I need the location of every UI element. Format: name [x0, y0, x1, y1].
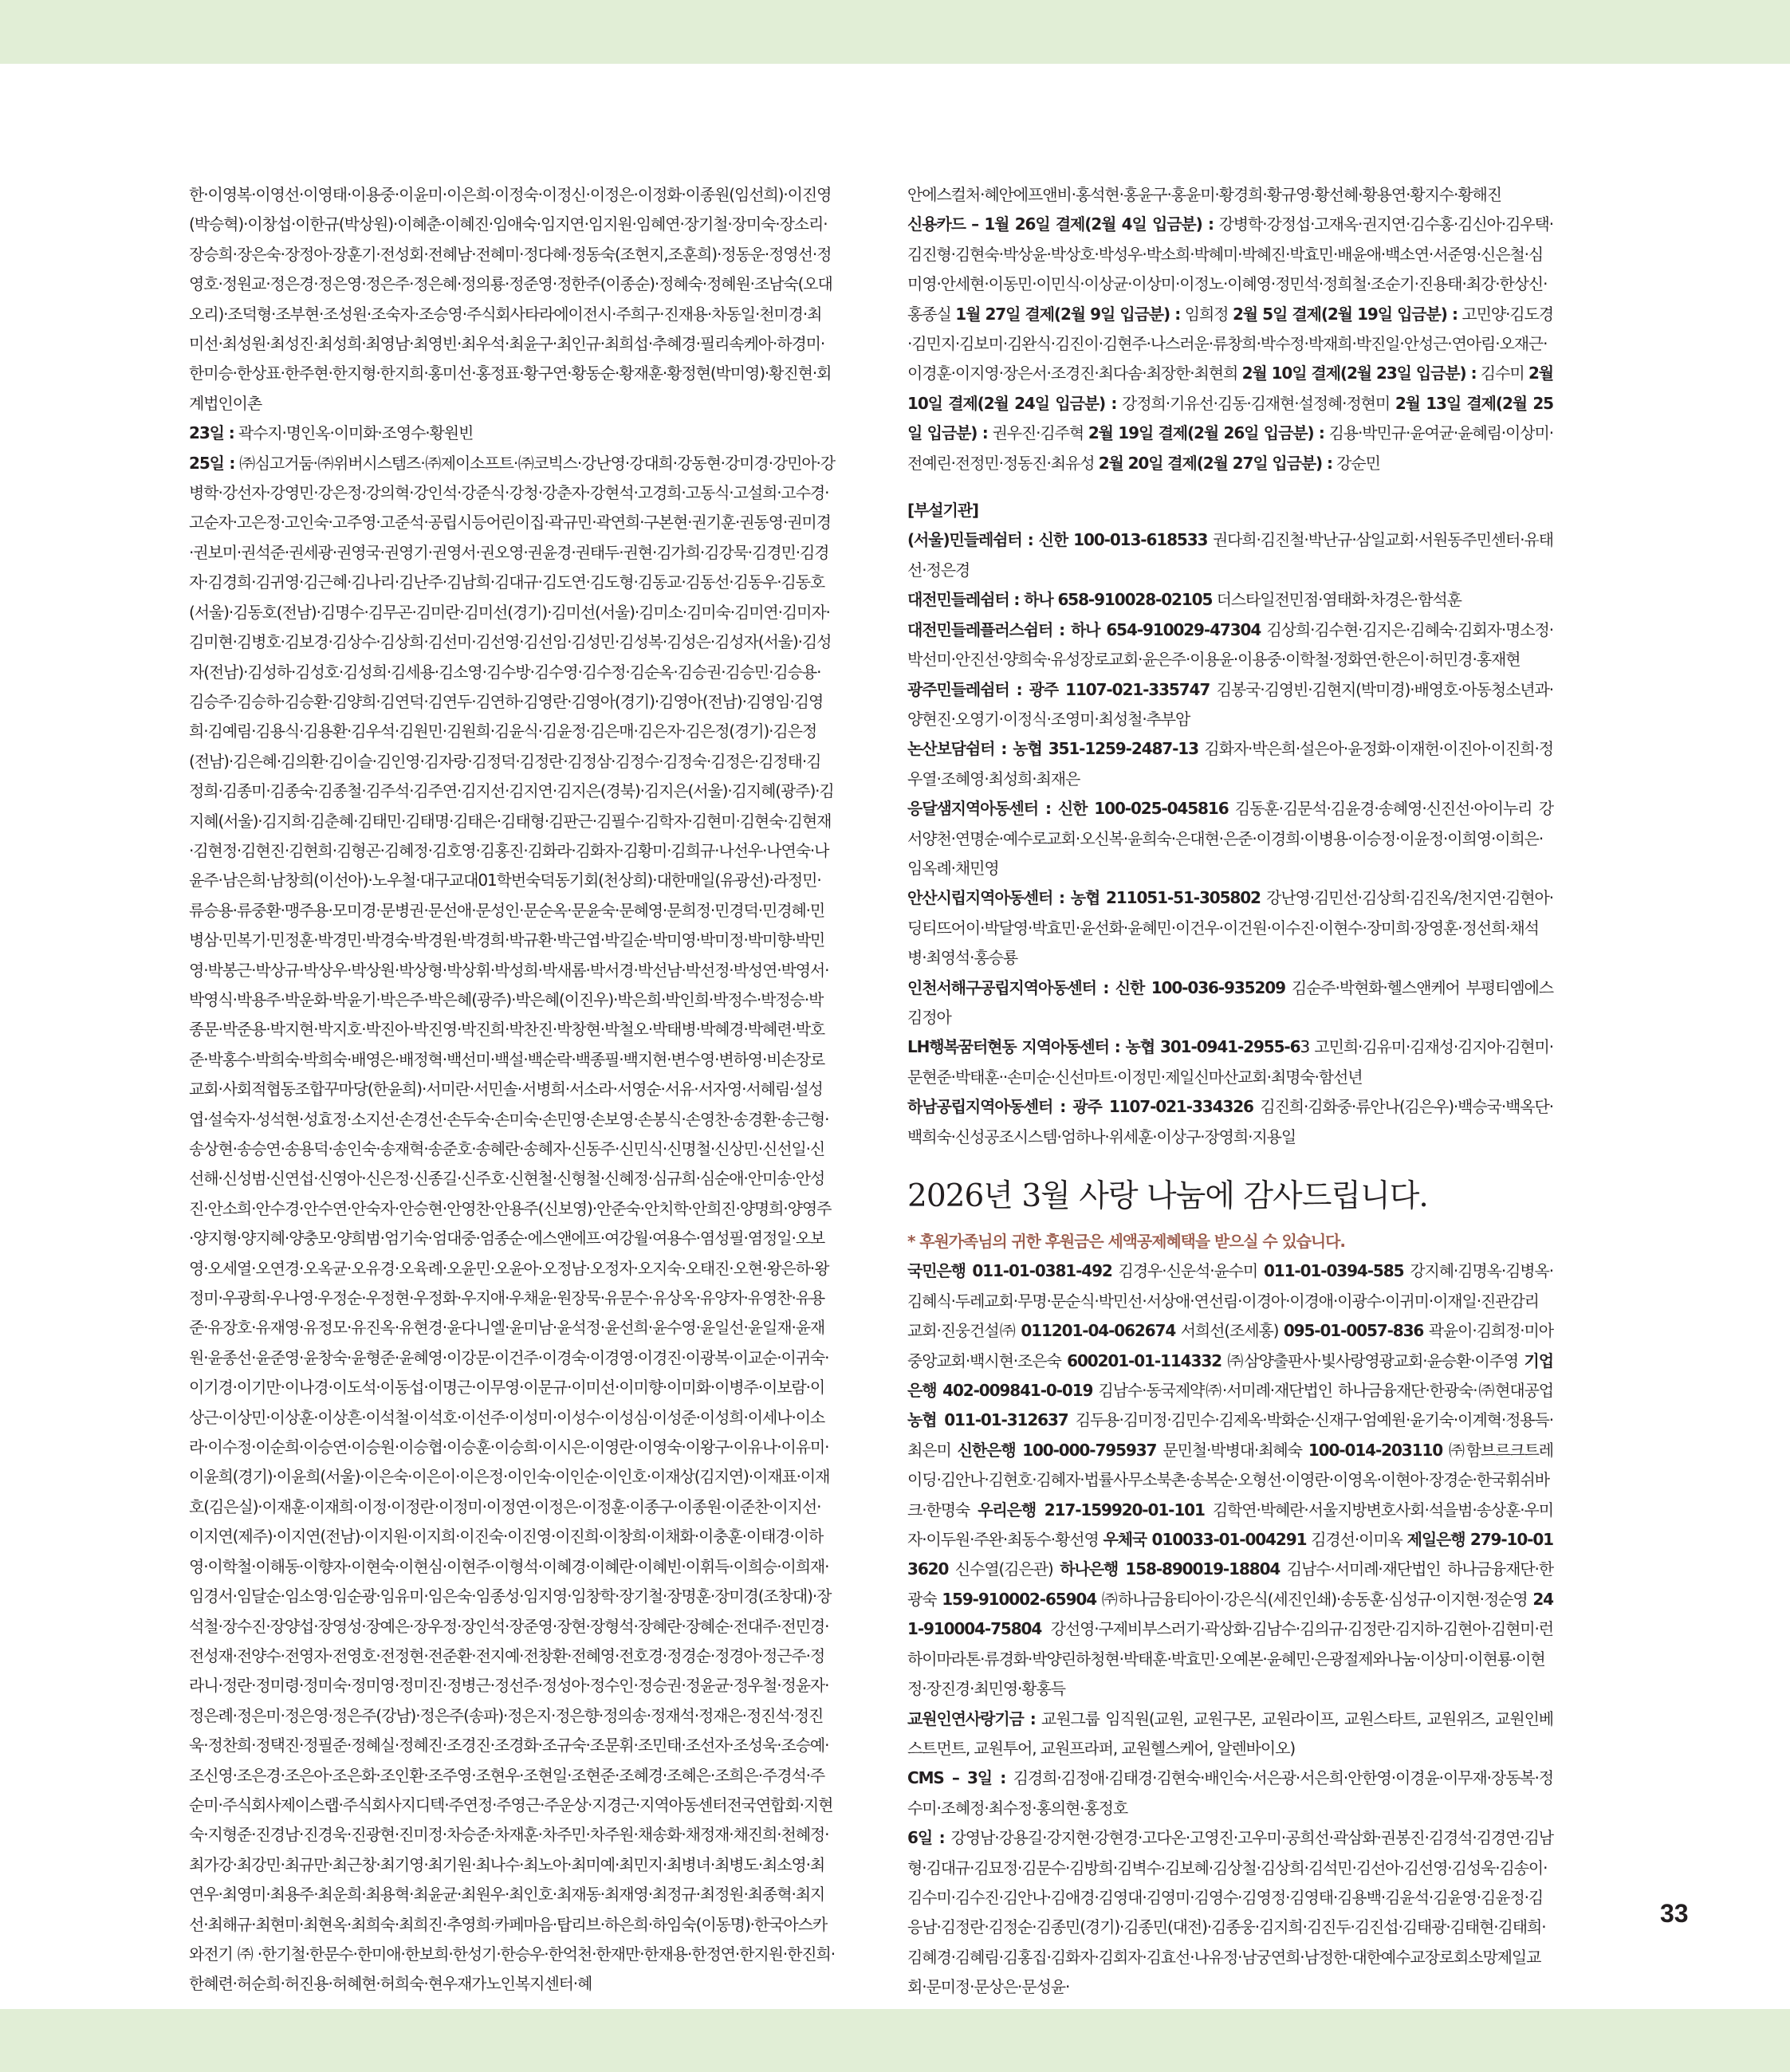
donor-names: 김학연·박혜란·서울지방변호사회·석을범·송상훈·우미자·이두원·주완·최동수·황선영: [907, 1500, 1553, 1550]
bank-account: 241-910004-75804: [907, 1589, 1553, 1639]
bank-account: 기업은행 402-009841-0-019: [907, 1351, 1553, 1401]
donor-names: 곽윤이·김희정·미아중앙교회·백시현·조은숙: [907, 1321, 1553, 1370]
institution-account: 광주민들레쉼터 : 광주 1107-021-335747: [907, 679, 1210, 699]
bank-account: 농협 011-01-312637: [907, 1410, 1068, 1430]
donor-names: 고민양·김도경·김민지·김보미·김완식·김진이·김현주·나스러운·류창희·박수정·박재희·박진일·안성근·연아림·오재근·이경훈·이지영·장은서·조경진·최다솜·최장한·최현희: [907, 304, 1554, 383]
right-column: [907, 180, 1554, 1997]
donor-names: 문민철·박병대·최혜숙: [1156, 1440, 1308, 1460]
donor-names: 김경희·김정애·김태경·김현숙·배인숙·서은광·서은희·안한영·이경윤·이무재·장동복·정수미·조혜정·최수정·홍의현·홍정호: [907, 1768, 1553, 1818]
donor-names: 강순민: [1336, 453, 1380, 473]
donor-names: 곽수지·명인옥·이미화·조영수·황원빈: [238, 423, 474, 443]
institution-account: 응달샘지역아동센터 : 신한 100-025-045816: [907, 799, 1229, 819]
donor-names: 강정희·기유선·김동·김재현·설정혜·정현미: [1122, 393, 1391, 413]
institution-account: 논산보담쉼터 : 농협 351-1259-2487-13: [907, 739, 1198, 759]
date-label: 25일 :: [189, 453, 235, 473]
donor-names: 강병학·강정섭·고재옥·권지연·김수홍·김신아·김우택·김진형·김현숙·박상윤·박상호·박성우·박소희·박혜미·박혜진·박효민·배윤애·백소연·서준영·신은철·심미영·안세현·이동민·이민식·이상균·이상미·이정노·이혜영·정민석·정희철·조순기·진용태·최강·한상신·홍종실: [907, 214, 1553, 324]
card-label: 2월 5일 결제(2월 19일 입금분) :: [1232, 304, 1458, 324]
cms-label: CMS – 3일 :: [907, 1768, 1006, 1788]
card-label: 2월 19일 결제(2월 26일 입금분) :: [1088, 423, 1324, 443]
bank-account: 159-910002-65904: [942, 1589, 1097, 1609]
card-label: 2월 10일 결제(2월 24일 입금분) :: [907, 364, 1553, 413]
donor-names: 강난영·김민선·김상희·김진옥/천지연·김현아·딩티뜨어이·박달영·박효민·윤선화·윤혜민·이건우·이건원·이수진·이현수·장미희·장영훈·정선희·채석병·최영석·홍승룡: [907, 888, 1553, 968]
donor-names: 권우진·김주혁: [992, 423, 1084, 443]
donor-names: 김남수·동국제약㈜·서미례·재단법인 하나금융재단·한광숙·㈜현대공업: [1092, 1381, 1554, 1401]
donor-names: 강영남·강용길·강지현·강현경·고다온·고영진·고우미·공희선·곽삼화·권봉진·김경석·김경연·김남형·김대규·김묘정·김문수·김방희·김벽수·김보혜·김상철·김상희·김석민·김선아·김선영·김성욱·김송이·김수미·김수진·김안나·김애경·김영대·김영미·김영수·김영정·김영태·김용백·김윤석·김윤영·김윤정·김응남·김정란·김정순·김종민(경기)·김종민(대전)·김종웅·김지희·김진두·김진섭·김태광·김태현·김태희·김혜경·김혜림·김홍집·김화자·김회자·김효선·나유정·남궁연희·남정한·대한예수교장로회소망제일교회·문미정·문상은·문성윤·: [907, 1828, 1553, 1997]
bank-account: 신한은행 100-000-795937: [957, 1440, 1157, 1460]
donor-names: 3 고민희·김유미·김재성·김지아·김현미·문현준·박태훈··손미순·신선마트·이정민·제일신마산교회·최명숙·함선년: [907, 1037, 1553, 1087]
date-label: 6일 :: [907, 1828, 945, 1848]
bank-account: 우리은행 217-159920-01-101: [978, 1500, 1205, 1520]
donor-names: 강선영·구제비부스러기·곽상화·김남수·김의규·김정란·김지하·김현아·김현미·런하이마라톤·류경화·박양린하청현·박태훈·박효민·오예본·윤혜민·은광절제와나눔·이상미·이현룡·이현정·장진경·최민영·황홍득: [907, 1619, 1553, 1699]
card-label: 2월 10일 결제(2월 23일 입금분) :: [1241, 364, 1477, 383]
bank-account: 095-01-0057-836: [1283, 1321, 1424, 1341]
donor-names: 김용·박민규·윤여균·윤혜림·이상미·전예린·전정민·정동진·최유성: [907, 423, 1553, 473]
date-label: 23일 :: [189, 423, 234, 443]
tax-deduction-note: * 후원가족님의 귀한 후원금은 세액공제혜택을 받으실 수 있습니다.: [907, 1232, 1345, 1251]
donor-names: 김상희·김수현·김지은·김혜숙·김회자·명소정·박선미·안진선·양희숙·유성장로교회·윤은주·이용윤·이용중·이학철·정화연·한은이·허민경·홍재현: [907, 619, 1553, 670]
donor-names: ㈜하나금융티아이·강은식(세진인쇄)·송동훈·심성규·이지현·정순영: [1096, 1589, 1533, 1609]
institution-entry: [907, 1092, 1553, 1152]
institution-entry: [907, 973, 1553, 1033]
fund-label: 교원인연사랑기금 :: [907, 1708, 1036, 1728]
institution-account: 대전민들레쉼터 : 하나 658-910028-02105: [907, 590, 1213, 610]
institution-entry: [907, 675, 1553, 735]
cms-entry: [907, 1763, 1553, 1823]
donor-names: 서희선(조세홍): [1175, 1321, 1284, 1341]
card-label: 1월 27일 결제(2월 9일 입금분) :: [955, 304, 1181, 324]
donor-list-continued: 안에스컬처·혜안에프앤비·홍석현·홍윤구·홍윤미·황경희·황규영·황선혜·황용연·황지수·황해진: [907, 185, 1501, 204]
bank-account: 600201-01-114332: [1067, 1351, 1222, 1370]
bank-account: 우체국 010033-01-004291: [1103, 1530, 1307, 1550]
card-label: 2월 20일 결제(2월 27일 입금분) :: [1098, 453, 1332, 473]
institution-account: 하남공립지역아동센터 : 광주 1107-021-334326: [907, 1097, 1253, 1117]
bank-account: 100-014-203110: [1308, 1440, 1443, 1460]
institution-entry: [907, 734, 1553, 794]
donor-names: 김남수·서미례·재단법인 하나금융재단·한광숙: [907, 1559, 1553, 1609]
page-number: 33: [1660, 1899, 1689, 1928]
bank-account: 011201-04-062674: [1021, 1321, 1176, 1341]
bank-account-entries: [907, 1256, 1553, 1704]
donor-names: ㈜삼양출판사·빛사랑영광교회·윤승환·이주영: [1221, 1351, 1524, 1370]
donor-names: 권다희·김진철·박난규·삼일교회·서원동주민센터·유태선·정은경: [907, 530, 1553, 580]
credit-card-entries: [907, 210, 1553, 478]
left-column: [189, 180, 835, 1994]
bank-account: 하나은행 158-890019-18804: [1060, 1559, 1281, 1579]
bank-account: 국민은행 011-01-0381-492: [907, 1261, 1112, 1281]
donor-names: 김경선·이미옥: [1306, 1530, 1407, 1550]
bank-account: 제일은행 279-10-013620: [907, 1530, 1554, 1579]
institution-entry: [907, 883, 1553, 973]
institution-entry: [907, 525, 1553, 585]
bottom-band: [0, 2009, 1790, 2072]
institution-account: 인천서해구공립지역아동센터 : 신한 100-036-935209: [907, 977, 1285, 997]
donor-names: ㈜심고거둠·㈜위버시스템즈·㈜제이소프트·㈜코빅스·강난영·강대희·강동현·강미경·강민아·강병학·강선자·강영민·강은정·강의혁·강인석·강준식·강청·강춘자·강현석·고경희·고동식·고설희·고수경·고순자·고은정·고인숙·고주영·고준석·공립시등어린이집·곽규민·곽연희·구본현·권기훈·권동영·권미경·권보미·권석준·권세광·권영국·권영기·권영서·권오영·권윤경·권태두·권현·김가희·김강묵·김경민·김경자·김경희·김귀영·김근혜·김나리·김난주·김남희·김대규·김도연·김도형·김동교·김동선·김동우·김동호(서울)·김동호(전남)·김명수·김무곤·김미란·김미선(경기)·김미선(서울)·김미소·김미숙·김미연·김미자·김미현·김병호·김보경·김상수·김상희·김선미·김선영·김선임·김성민·김성복·김성은·김성자(서울)·김성자(전남)·김성하·김성호·김성희·김세용·김소영·김수방·김수영·김수정·김순옥·김승권·김승민·김승용·김승주·김승하·김승환·김양희·김연덕·김연두·김연하·김영란·김영아(경기)·김영아(전남)·김영임·김영희·김예림·김용식·김용환·김우석·김원민·김원희·김윤식·김윤정·김은매·김은자·김은정(경기)·김은정(전남)·김은혜·김의환·김이슬·김인영·김자랑·김정덕·김정란·김정삼·김정수·김정숙·김정은·김정태·김정희·김종미·김종숙·김종철·김주석·김주연·김지선·김지연·김지은(경북)·김지은(서울)·김지혜(광주)·김지혜(서울)·김지희·김춘혜·김태민·김태명·김태은·김태형·김판근·김필수·김학자·김현미·김현숙·김현재·김현정·김현진·김현희·김형곤·김혜정·김호영·김홍진·김화라·김화자·김황미·김희규·나선우·나연숙·나윤주·남은희·남창희(이선아)·노우철·대구교대01학번숙덕동기회(천상희)·대한매일(유광선)·라정민·류승용·류중환·맹주용·모미경·문병권·문선애·문성인·문순옥·문윤숙·문혜영·문희정·민경덕·민경혜·민병삼·민복기·민정훈·박경민·박경숙·박경원·박경희·박규환·박근엽·박길순·박미영·박미정·박미향·박민영·박봉근·박상규·박상우·박상원·박상형·박상휘·박성희·박새롬·박서경·박선남·박선정·박성연·박영서·박영식·박용주·박운화·박윤기·박은주·박은혜(광주)·박은혜(이진우)·박은희·박인희·박정수·박정승·박종문·박준용·박지현·박지호·박진아·박진영·박진희·박찬진·박창현·박철오·박태병·박혜경·박혜련·박호준·박홍수·박희숙·박희숙·배영은·배정혁·백선미·백설·백순락·백종필·백지현·변수영·변하영·비손장로교회·사회적협동조합꾸마당(한윤희)·서미란·서민솔·서병희·서소라·서영순·서유·서자영·서혜림·설성엽·설숙자·성석현·성효정·소지선·손경선·손두숙·손미숙·손민영·손보영·손봉식·손영찬·송경환·송근형·송상현·송승연·송용덕·송인숙·송재혁·송준호·송혜란·송혜자·신동주·신민식·신명철·신상민·신선일·신선해·신성범·신연섭·신영아·신은정·신종길·신주호·신현철·신형철·신혜정·심규희·심순애·안미송·안성진·안소희·안수경·안수연·안숙자·안승현·안영찬·안용주(신보영)·안준숙·안치학·안희진·양명희·양영주·양지형·양지혜·양충모·양희범·엄기숙·엄대중·엄종순·에스앤에프·여강월·여용수·염성필·염정일·오보영·오세열·오연경·오옥균·오유경·오육례·오윤민·오윤아·오정남·오정자·오지숙·오태진·오현·왕은하·왕정미·우광희·우나영·우정순·우정현·우정화·우지애·우채윤·원장묵·유문수·유상옥·유양자·유영찬·유용준·유장호·유재영·유정모·유진옥·유현경·윤다니엘·윤미남·윤석정·윤선희·윤수영·윤일선·윤일재·윤재원·윤종선·윤준영·윤창숙·윤형준·윤혜영·이강문·이건주·이경숙·이경영·이경진·이광복·이교순·이귀숙·이기경·이기만·이나경·이도석·이동섭·이명근·이무영·이문규·이미선·이미향·이미화·이병주·이보람·이상근·이상민·이상훈·이상흔·이석철·이석호·이선주·이성미·이성수·이성심·이성준·이성희·이세나·이소라·이수정·이순희·이승연·이승원·이승협·이승훈·이승희·이시은·이영란·이영숙·이왕구·이유나·이유미·이윤희(경기)·이윤희(서울)·이은숙·이은이·이은정·이인숙·이인순·이인호·이재상(김지연)·이재표·이재호(김은실)·이재훈·이재희·이정·이정란·이정미·이정연·이정은·이정훈·이종구·이종원·이준찬·이지선·이지연(제주)·이지연(전남)·이지원·이지희·이진숙·이진영·이진희·이창희·이채화·이충훈·이태경·이하영·이학철·이해동·이향자·이현숙·이현심·이현주·이형석·이혜경·이혜란·이혜빈·이휘득·이희승·이희재·임경서·임달순·임소영·임순광·임유미·임은숙·임종성·임지영·임창학·장기철·장명훈·장미경(조창대)·장석철·장수진·장양섭·장영성·장예은·장우정·장인석·장준영·장현·장형석·장혜란·장혜순·전대주·전민경·전성재·전양수·전영자·전영호·전정현·전준환·전지예·전창환·전혜영·전호경·정경순·정경아·정근주·정라니·정란·정미령·정미숙·정미영·정미진·정병근·정선주·정성아·정수인·정승권·정윤균·정우철·정윤자·정은례·정은미·정은영·정은주(강남)·정은주(송파)·정은지·정은향·정의송·정재석·정재은·정진석·정진욱·정찬희·정택진·정필준·정혜실·정혜진·조경진·조경화·조규숙·조문휘·조민태·조선자·조성욱·조승예·조신영·조은경·조은아·조은화·조인환·조주영·조현우·조현일·조현준·조혜경·조혜은·조희은·주경석·주순미·주식회사제이스랩·주식회사지디텍·주연정·주영근·주운상·지경근·지역아동센터전국연합회·지현숙·지형준·진경남·진경욱·진광현·진미정·차승준·차재훈·차주민·차주원·채송화·채정재·채진희·천혜정·최가강·최강민·최규만·최근창·최기영·최기원·최나수·최노아·최미예·최민지·최병녀·최병도·최소영·최연우·최영미·최용주·최운희·최용혁·최윤균·최원우·최인호·최재동·최재영·최정규·최정원·최종혁·최지선·최해규·최현미·최현옥·최희숙·최희진·추영희·카페마음·탑리브·하은희·하임숙(이동명)·한국아스카와전기㈜·한기철·한문수·한미애·한보희·한성기·한승우·한억천·한재만·한재용·한정연·한지원·한진희·한혜련·허순희·허진용·허혜현·허희숙·현우재가노인복지센터·혜: [189, 453, 835, 1994]
card-label: 신용카드 – 1월 26일 결제(2월 4일 입금분) :: [907, 214, 1214, 234]
fund-entry: [907, 1704, 1553, 1764]
donor-names: 김수미: [1480, 364, 1524, 383]
donor-names: ㈜함브르크트레이딩·김안나·김현호·김혜자·법률사무소북촌·송복순·오형선·이영란·이영옥·이현아·장경순·한국휘쉬바크·한명숙: [907, 1440, 1554, 1520]
institution-entry: [907, 1032, 1553, 1092]
donor-names: 신수열(김은관): [948, 1559, 1060, 1579]
top-band: [0, 0, 1790, 64]
affiliated-institutions-heading: [부설기관]: [907, 501, 978, 521]
donor-names: 김경우·신운석·윤수미: [1111, 1261, 1264, 1281]
institution-entry: [907, 615, 1553, 675]
institution-account: 대전민들레플러스쉼터 : 하나 654-910029-47304: [907, 619, 1261, 639]
institution-entry: [907, 585, 1553, 615]
donor-names: 교원그룹 임직원(교원, 교원구몬, 교원라이프, 교원스타트, 교원위즈, 교원인베스트먼트, 교원투어, 교원프라퍼, 교원헬스케어, 알렌바이오): [907, 1708, 1554, 1758]
donor-names: 김화자·박은희·설은아·윤정화·이재헌·이진아·이진희·정우열·조혜영·최성희·최재은: [907, 739, 1553, 788]
page-title: 2026년 3월 사랑 나눔에 감사드립니다.: [907, 1178, 1428, 1214]
donor-names: 김순주·박현화·헬스앤케어 부평티엠에스 김정아: [907, 977, 1553, 1027]
card-label: 2월 13일 결제(2월 25일 입금분) :: [907, 393, 1553, 443]
institution-account: (서울)민들레쉼터 : 신한 100-013-618533: [907, 530, 1208, 550]
date-25-entry: [189, 449, 835, 1999]
donor-list-continued: 한·이영복·이영선·이영태·이용중·이윤미·이은희·이정숙·이정신·이정은·이정화·이종원(임선희)·이진영(박승혁)·이창섭·이한규(박상원)·이혜춘·이혜진·임애숙·임지연·임지원·임혜연·장기철·장미숙·장소리·장승희·장은숙·장정아·장훈기·전성회·전혜남·전혜미·정다혜·정동숙(조현지,조훈희)·정동운·정영선·정영호·정원교·정은경·정은영·정은주·정은혜·정의룡·정준영·정한주(이종순)·정혜숙·정혜원·조남숙(오대오리)·조덕형·조부현·조성원·조숙자·조승영·주식회사타라에이전시·주희구·진재용·차동일·천미경·최미선·최성원·최성진·최성희·최영남·최영빈·최우석·최윤구·최인규·최희섭·추혜경·필리속케아·하경미·한미승·한상표·한주현·한지형·한지희·홍미선·홍정표·황구연·황동순·황재훈·황정현(박미영)·황진현·회계법인이촌: [189, 185, 832, 413]
bank-account: 011-01-0394-585: [1263, 1261, 1404, 1281]
donor-names: 김진희·김화중·류안나(김은우)·백승국·백옥단·백희숙·신성공조시스템·엄하나·위세훈·이상구·장영희·지용일: [907, 1097, 1553, 1146]
donor-names: 김두용·김미정·김민수·김제옥·박화순·신재구·엄예원·윤기숙·이계혁·정용득·최은미: [907, 1410, 1553, 1460]
donor-names: 김봉국·김영빈·김현지(박미경)·배영호·아동청소년과·양현진·오영기·이정식·조영미·최성철·추부암: [907, 679, 1553, 729]
institution-entry: [907, 794, 1553, 883]
donor-names: 임희정: [1184, 304, 1229, 324]
date-6-entry: [907, 1823, 1553, 2002]
donor-names: 김동훈·김문석·김윤경·송혜영·신진선·아이누리 강서양천·연명순·예수로교회·오신복·윤희숙·은대현·은준·이경희·이병용·이승정·이윤정·이희영·이희은·임옥례·채민영: [907, 799, 1554, 878]
date-23-entry: [189, 419, 835, 448]
donor-names: 더스타일전민점·염태화·차경은·함석훈: [1216, 590, 1462, 610]
institution-account: 안산시립지역아동센터 : 농협 211051-51-305802: [907, 888, 1261, 908]
institution-account: LH행복꿈터현동 지역아동센터 : 농협 301-0941-2955-6: [907, 1037, 1300, 1057]
donor-names: 강지혜·김명옥·김병옥·김혜식·두레교회·무명·문순식·박민선·서상애·연선림·이경아·이경애·이광수·이귀미·이재일·진관감리교회·진웅건설㈜: [907, 1261, 1554, 1341]
